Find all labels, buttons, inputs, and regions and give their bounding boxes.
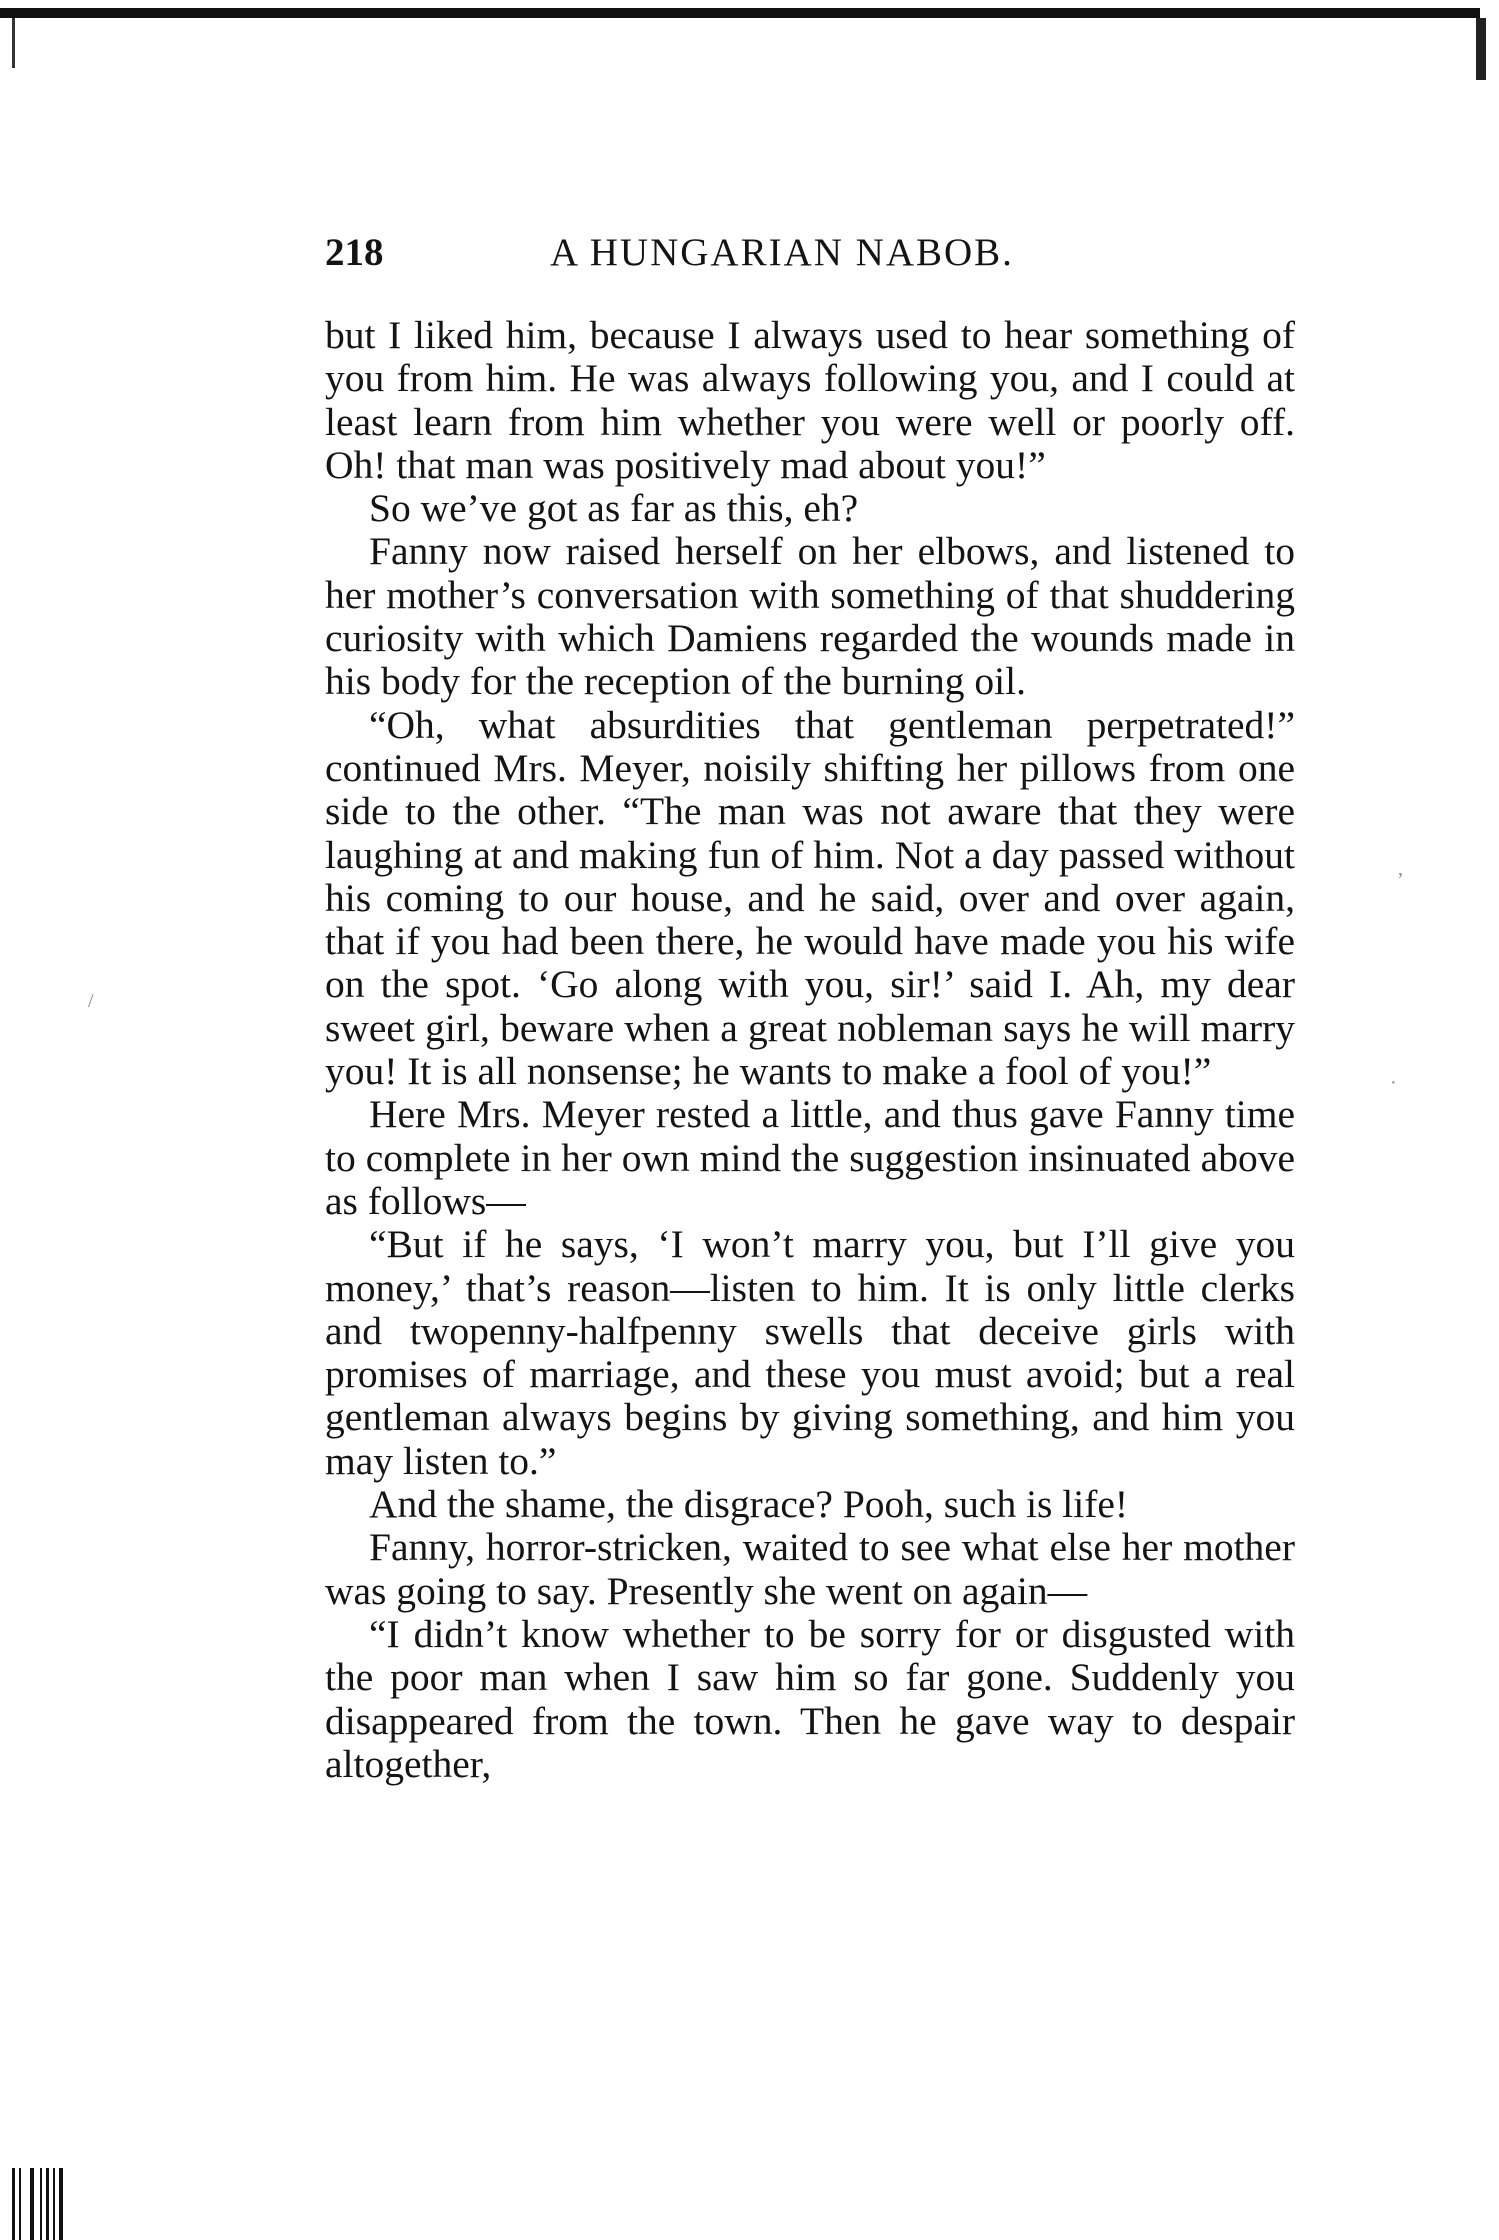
margin-speck: ,: [1398, 858, 1403, 880]
paragraph-continuation: but I liked him, because I always used to hear something of you from him. He was always following you, and I could at least learn from him whether you were well or poorly off. Oh! that man was positively mad about you!”: [325, 313, 1295, 487]
right-page-edge: [1476, 18, 1486, 80]
paragraph: Here Mrs. Meyer rested a little, and thus gave Fanny time to complete in her own mind the suggestion insinuated above as follows—: [325, 1092, 1295, 1223]
margin-speck: /: [88, 990, 94, 1012]
top-border-rule: [0, 8, 1480, 18]
left-page-edge: [12, 18, 15, 68]
page-number: 218: [325, 231, 384, 274]
page-body: [325, 314, 1295, 1786]
paragraph: And the shame, the disgrace? Pooh, such is life!: [369, 1482, 1129, 1527]
running-title: A HUNGARIAN NABOB.: [550, 231, 1014, 274]
margin-speck: ·: [1390, 1072, 1397, 1094]
paragraph: Fanny, horror-stricken, waited to see what else her mother was going to say. Presently she went on again—: [325, 1525, 1295, 1613]
scan-barcode-marks: [12, 2168, 72, 2240]
paragraph: “Oh, what absurdities that gentleman perpetrated!” continued Mrs. Meyer, noisily shifting her pillows from one side to the other. “The man was not aware that they were laughing at and making fun of him. Not a day passed without his coming to our house, and he said, over and over again, that if you had been there, he would have made you his wife on the spot. ‘Go along with you, sir!’ said I. Ah, my dear sweet girl, beware when a great nobleman says he will marry you! It is all nonsense; he wants to make a fool of you!”: [325, 702, 1295, 1094]
paragraph: Fanny now raised herself on her elbows, and listened to her mother’s conversation with something of that shuddering curiosity with which Damiens regarded the wounds made in his body for the reception of the burning oil.: [325, 529, 1295, 704]
page-header: [325, 228, 1285, 278]
paragraph: “But if he says, ‘I won’t marry you, but I’ll give you money,’ that’s reason—listen to him. It is only little clerks and twopenny-halfpenny swells that deceive girls with promises of marriage, and these you must avoid; but a real gentleman always begins by giving something, and him you may listen to.”: [325, 1222, 1295, 1483]
paragraph: So we’ve got as far as this, eh?: [369, 486, 859, 531]
paragraph: “I didn’t know whether to be sorry for or disgusted with the poor man when I saw him so far gone. Suddenly you disappeared from the town. Then he gave way to despair altogether,: [325, 1611, 1295, 1786]
